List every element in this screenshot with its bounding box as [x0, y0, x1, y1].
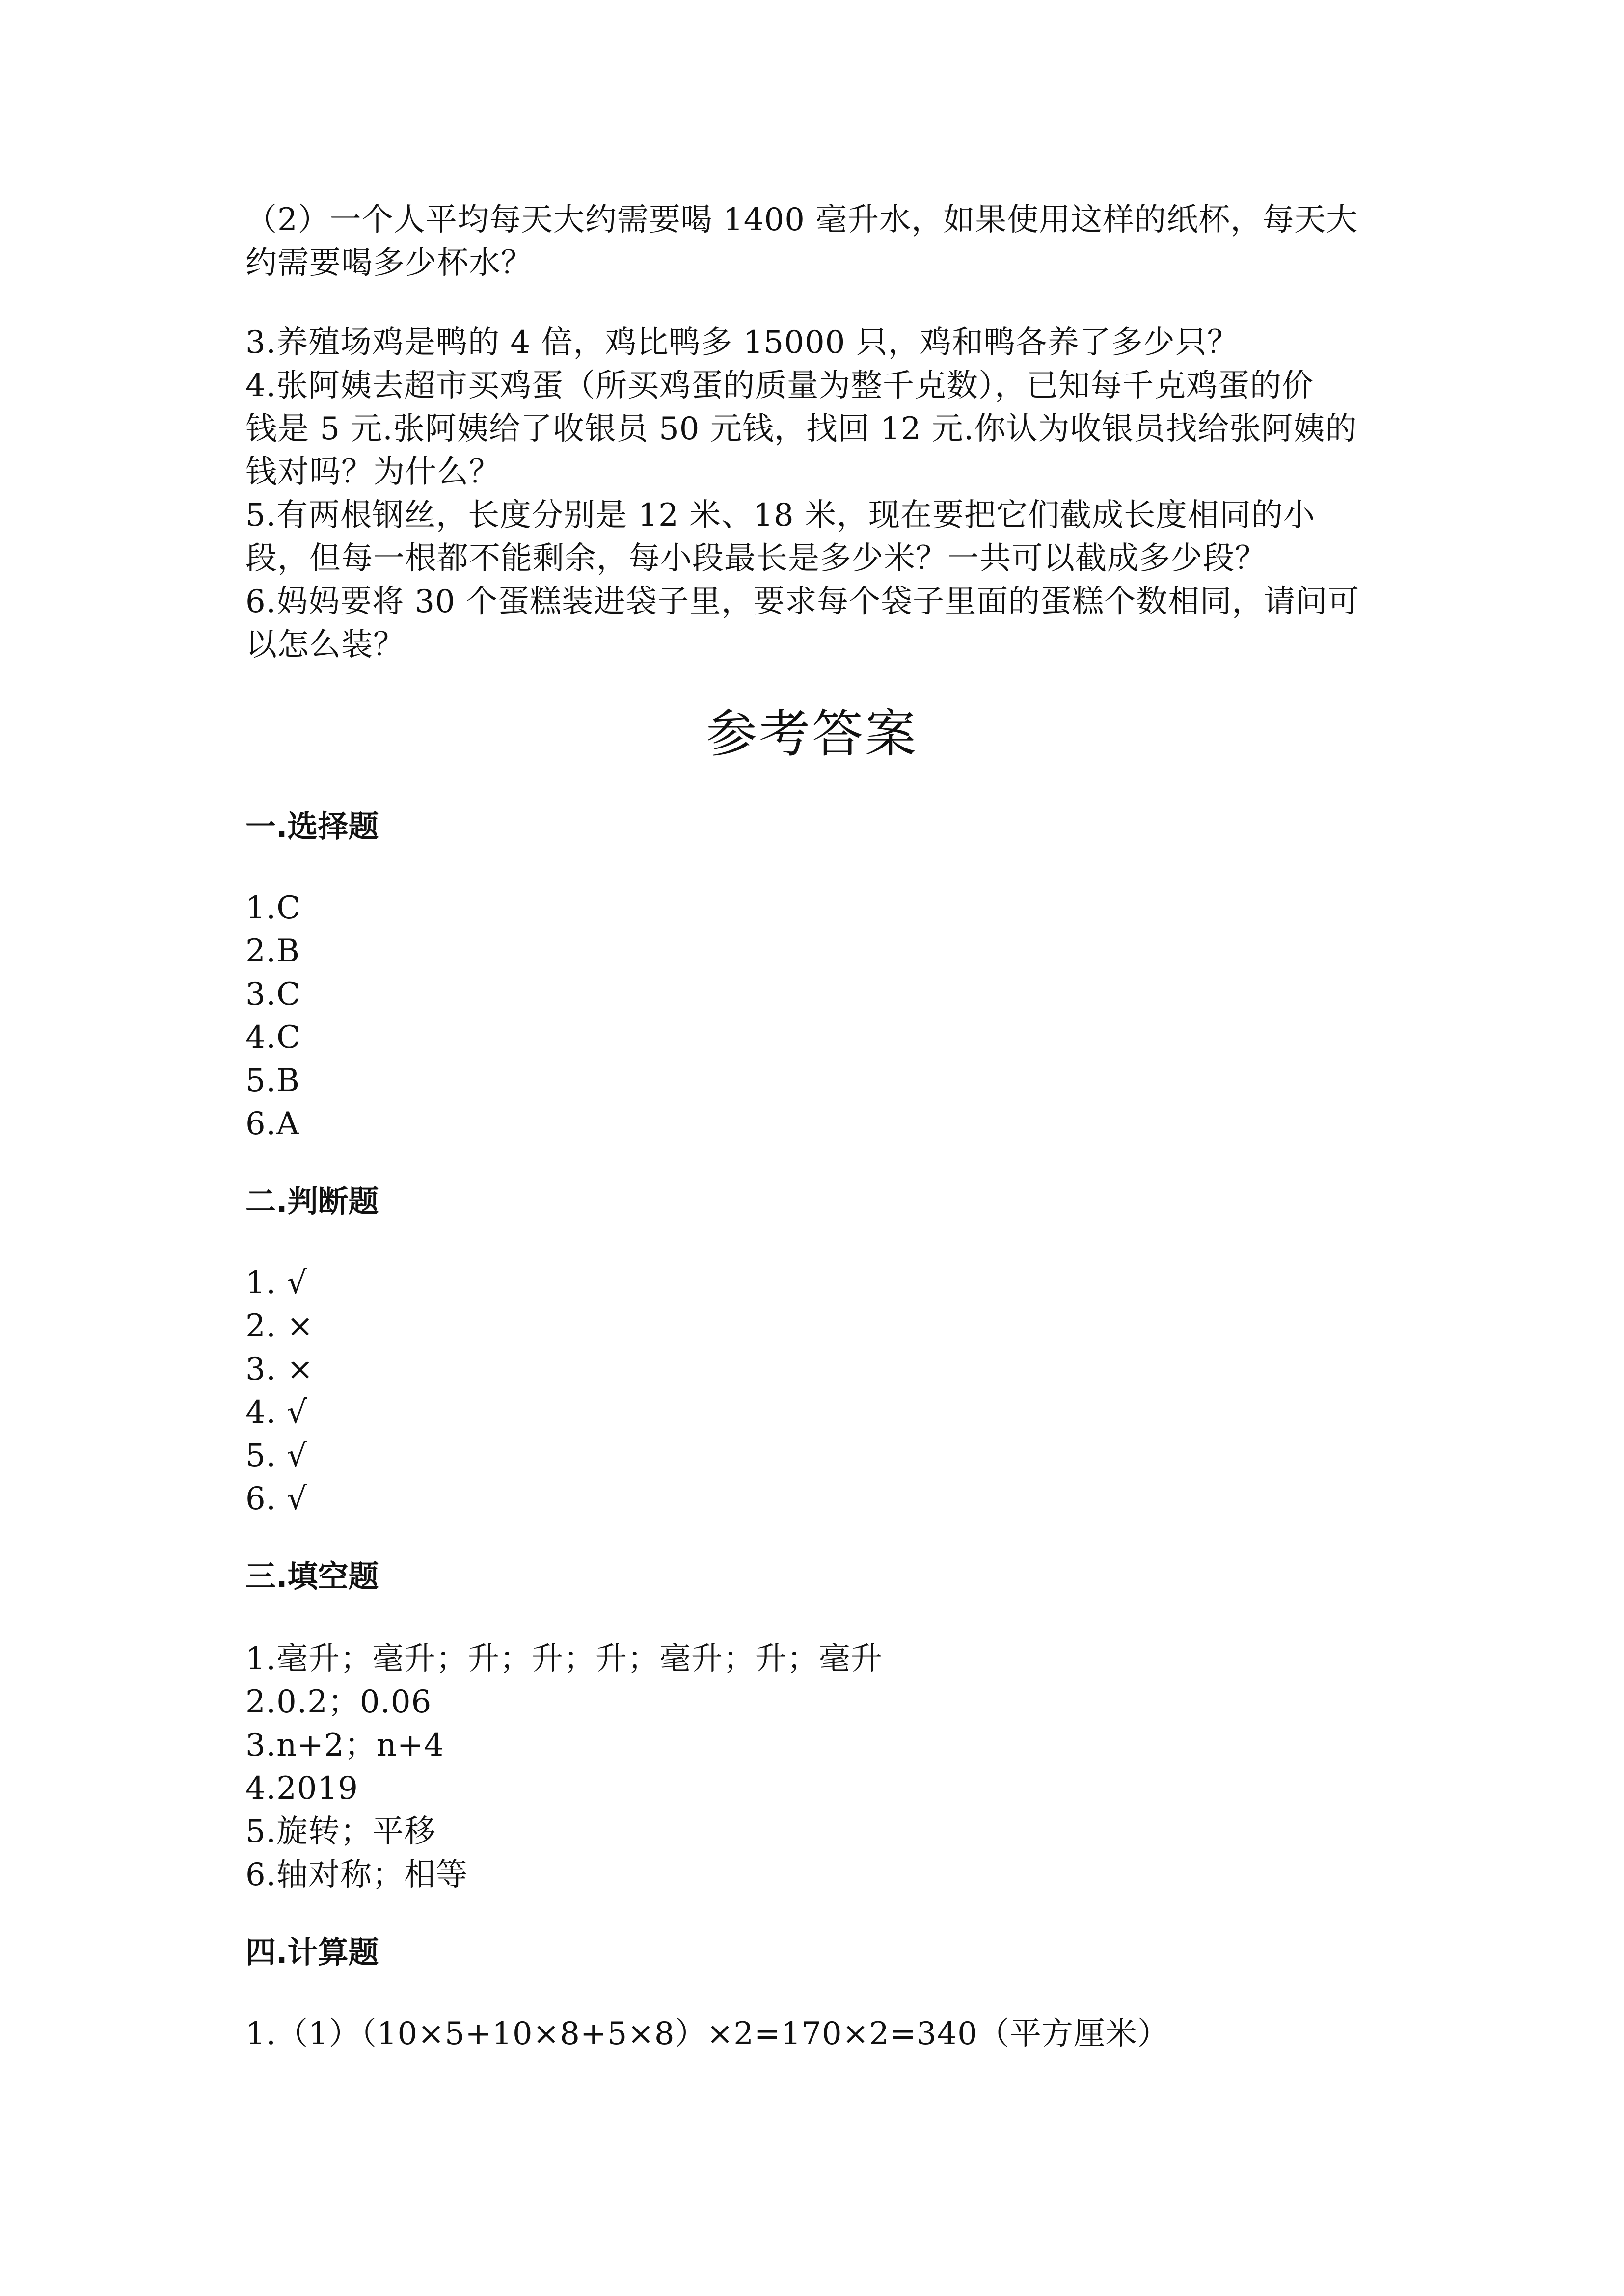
problem-4-line-1: 4.张阿姨去超市买鸡蛋（所买鸡蛋的质量为整千克数），已知每千克鸡蛋的价 [245, 368, 1314, 404]
section-heading-fill: 三.填空题 [245, 1558, 379, 1594]
problem-4-line-2: 钱是 5 元.张阿姨给了收银员 50 元钱，找回 12 元.你认为收银员找给张阿姨的 [245, 411, 1357, 447]
judge-answer-6: 6. √ [245, 1481, 308, 1517]
problem-6-line-2: 以怎么装？ [245, 627, 405, 663]
choice-answer-1: 1.C [245, 890, 301, 926]
choice-answer-2: 2.B [245, 933, 300, 969]
judge-answer-3: 3. × [245, 1351, 314, 1388]
choice-answer-5: 5.B [245, 1063, 300, 1099]
section-heading-calc: 四.计算题 [245, 1934, 379, 1970]
judge-answer-1: 1. √ [245, 1265, 308, 1301]
choice-answer-3: 3.C [245, 976, 301, 1013]
judge-answer-4: 4. √ [245, 1394, 308, 1431]
fill-answer-5: 5.旋转；平移 [245, 1814, 436, 1850]
problem-5-line-2: 段，但每一根都不能剩余，每小段最长是多少米？一共可以截成多少段？ [245, 540, 1267, 577]
fill-answer-6: 6.轴对称；相等 [245, 1857, 468, 1893]
problem-2-2-line-2: 约需要喝多少杯水？ [245, 245, 533, 281]
fill-answer-3: 3.n+2；n+4 [245, 1727, 445, 1763]
section-heading-choice: 一.选择题 [245, 808, 379, 844]
problem-3: 3.养殖场鸡是鸭的 4 倍，鸡比鸭多 15000 只，鸡和鸭各养了多少只？ [245, 324, 1239, 361]
choice-answer-4: 4.C [245, 1019, 301, 1056]
problem-6-line-1: 6.妈妈要将 30 个蛋糕装进袋子里，要求每个袋子里面的蛋糕个数相同，请问可 [245, 584, 1360, 620]
problem-5-line-1: 5.有两根钢丝，长度分别是 12 米、18 米，现在要把它们截成长度相同的小 [245, 497, 1315, 534]
calc-answer-1: 1.（1）（10×5+10×8+5×8）×2=170×2=340（平方厘米） [245, 2016, 1169, 2052]
judge-answer-2: 2. × [245, 1308, 314, 1344]
fill-answer-2: 2.0.2；0.06 [245, 1684, 432, 1720]
choice-answer-6: 6.A [245, 1106, 300, 1142]
judge-answer-5: 5. √ [245, 1438, 308, 1474]
fill-answer-4: 4.2019 [245, 1770, 358, 1807]
section-heading-judge: 二.判断题 [245, 1183, 379, 1219]
answer-key-title: 参考答案 [705, 704, 918, 764]
fill-answer-1: 1.毫升；毫升；升；升；升；毫升；升；毫升 [245, 1641, 883, 1677]
problem-4-line-3: 钱对吗？为什么？ [245, 454, 501, 490]
problem-2-2-line-1: （2）一个人平均每天大约需要喝 1400 毫升水，如果使用这样的纸杯，每天大 [245, 202, 1358, 238]
